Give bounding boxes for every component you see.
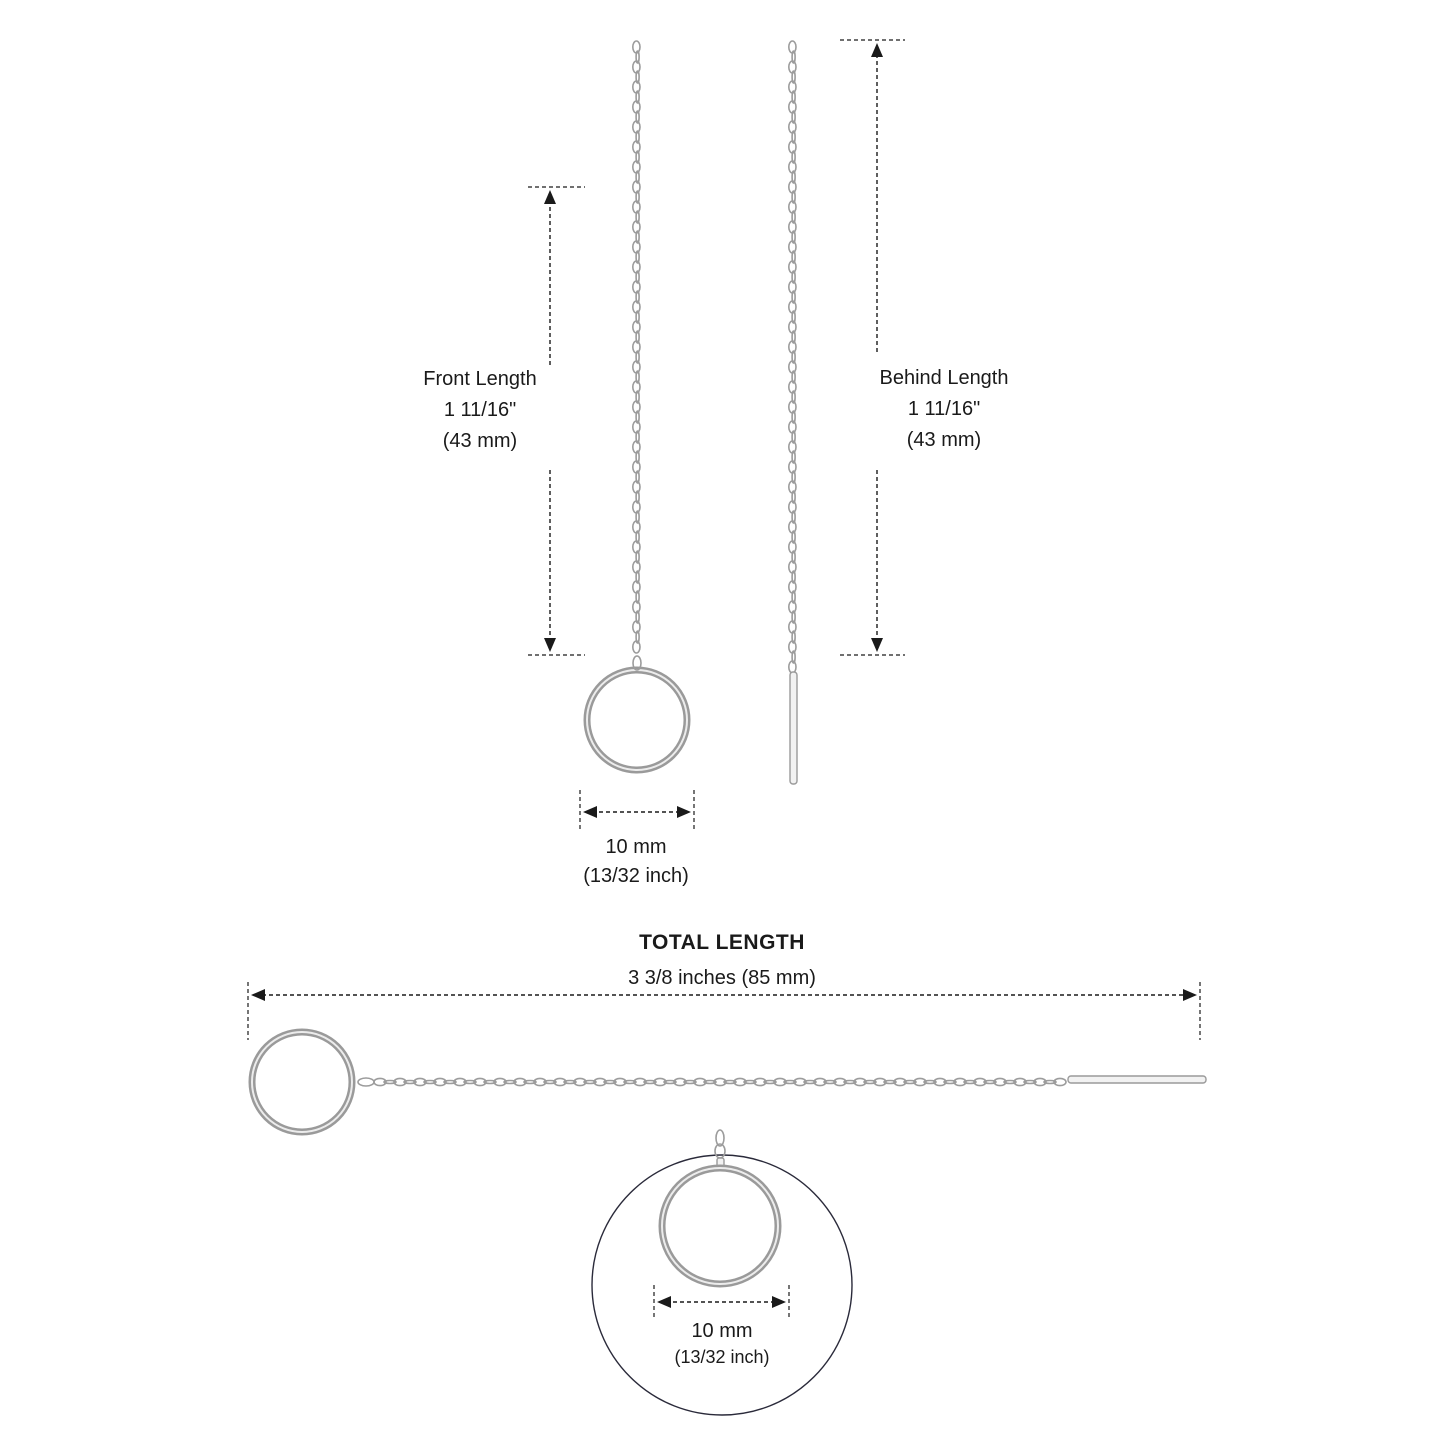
horizontal-chain xyxy=(374,1078,1066,1085)
front-length-label: Front Length xyxy=(423,368,537,390)
ring-diameter-mm: 10 mm xyxy=(605,836,667,858)
behind-length-mm: (43 mm) xyxy=(906,429,982,451)
front-length-inches: 1 11/16" xyxy=(443,399,517,421)
ring-diameter-dimension xyxy=(580,790,694,832)
total-length-value: 3 3/8 inches (85 mm) xyxy=(628,967,816,989)
front-length-mm: (43 mm) xyxy=(442,430,518,452)
horizontal-ring-pendant xyxy=(252,1032,374,1132)
ring-diameter-inches: (13/32 inch) xyxy=(583,865,689,887)
behind-threader-pin xyxy=(790,672,797,784)
detail-diameter-mm: 10 mm xyxy=(691,1320,753,1342)
front-length-dimension xyxy=(528,187,585,655)
total-length-title: TOTAL LENGTH xyxy=(639,931,805,954)
behind-length-label: Behind Length xyxy=(879,367,1009,389)
total-length-dimension xyxy=(248,982,1200,1040)
front-chain xyxy=(633,41,640,653)
horizontal-threader-pin xyxy=(1068,1076,1206,1083)
behind-length-inches: 1 11/16" xyxy=(907,398,981,420)
behind-length-dimension xyxy=(840,40,905,655)
front-ring-pendant xyxy=(587,656,687,770)
behind-chain xyxy=(789,41,796,673)
detail-diameter-inches: (13/32 inch) xyxy=(674,1347,770,1367)
